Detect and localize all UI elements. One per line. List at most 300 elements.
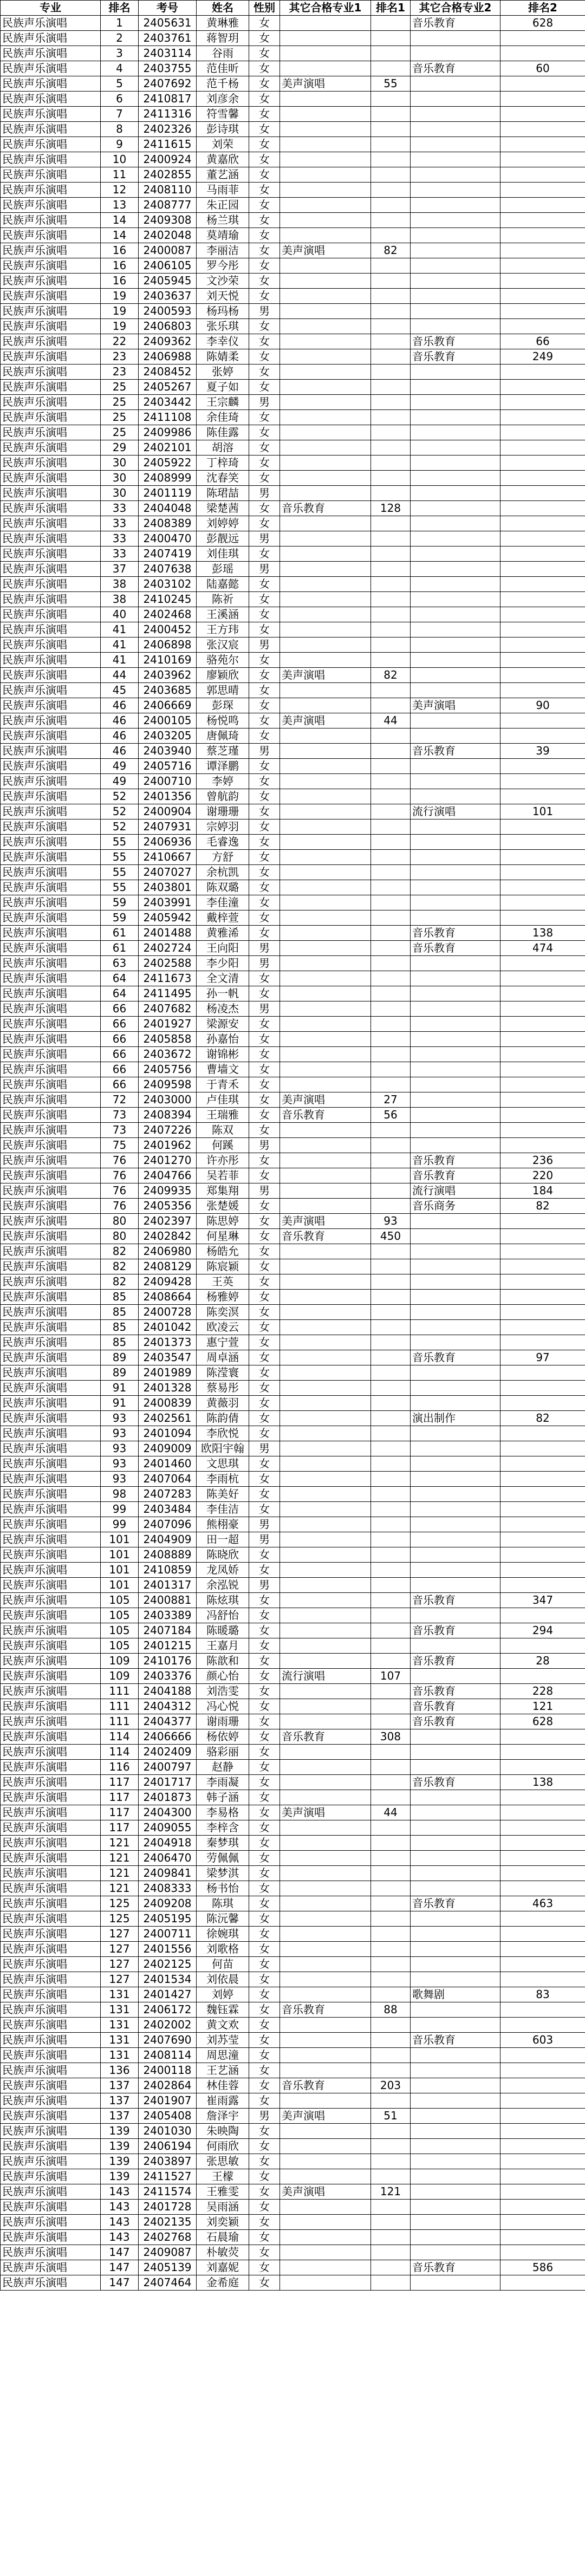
exam-no-cell: 2403205 (139, 728, 197, 744)
exam-no-cell: 2411108 (139, 410, 197, 425)
gender-cell: 女 (249, 1335, 280, 1350)
gender-cell: 女 (249, 2169, 280, 2184)
other-major-1-cell (280, 319, 371, 334)
name-cell: 骆苑尔 (197, 653, 249, 668)
major-cell: 民族声乐演唱 (1, 289, 101, 304)
table-row (1, 1365, 585, 1381)
other-major-2-cell: 音乐教育 (411, 334, 500, 349)
name-cell: 李婷 (197, 774, 249, 789)
exam-no-cell: 2403940 (139, 744, 197, 759)
rank-cell: 12 (101, 183, 139, 198)
other-major-1-cell (280, 1138, 371, 1153)
table-row (1, 137, 585, 152)
other-major-2-cell: 音乐教育 (411, 1714, 500, 1729)
name-cell: 陈佳露 (197, 425, 249, 440)
other-major-1-cell (280, 1927, 371, 1942)
exam-no-cell: 2401989 (139, 1365, 197, 1381)
other-major-1-cell (280, 1942, 371, 1957)
major-cell: 民族声乐演唱 (1, 622, 101, 638)
exam-no-cell: 2407027 (139, 865, 197, 880)
gender-cell: 女 (249, 2184, 280, 2200)
major-cell: 民族声乐演唱 (1, 1714, 101, 1729)
table-row (1, 865, 585, 880)
rank-2-cell (500, 2109, 585, 2124)
other-major-1-cell (280, 1396, 371, 1411)
other-major-1-cell (280, 1896, 371, 1911)
name-cell: 赵静 (197, 1760, 249, 1775)
rank-1-cell (371, 1638, 411, 1654)
other-major-2-cell (411, 1487, 500, 1502)
name-cell: 欧阳宇翰 (197, 1441, 249, 1456)
rank-2-cell: 28 (500, 1654, 585, 1669)
exam-no-cell: 2402768 (139, 2230, 197, 2245)
rank-1-cell (371, 1456, 411, 1472)
table-row (1, 1881, 585, 1896)
other-major-1-cell (280, 61, 371, 76)
rank-1-cell (371, 289, 411, 304)
major-cell: 民族声乐演唱 (1, 2139, 101, 2154)
rank-1-cell: 450 (371, 1229, 411, 1244)
rank-2-cell (500, 122, 585, 137)
exam-no-cell: 2410245 (139, 592, 197, 607)
gender-cell: 女 (249, 774, 280, 789)
other-major-1-cell (280, 1563, 371, 1578)
rank-1-cell (371, 349, 411, 365)
table-row (1, 1684, 585, 1699)
rank-2-cell (500, 167, 585, 183)
major-cell: 民族声乐演唱 (1, 910, 101, 926)
rank-2-cell (500, 1881, 585, 1896)
other-major-1-cell (280, 865, 371, 880)
exam-no-cell: 2401717 (139, 1775, 197, 1790)
other-major-2-cell (411, 683, 500, 698)
rank-cell: 98 (101, 1487, 139, 1502)
gender-cell: 女 (249, 2230, 280, 2245)
exam-no-cell: 2401215 (139, 1638, 197, 1654)
rank-2-cell (500, 1638, 585, 1654)
exam-no-cell: 2401460 (139, 1456, 197, 1472)
major-cell: 民族声乐演唱 (1, 1335, 101, 1350)
rank-2-cell (500, 1805, 585, 1820)
rank-2-cell (500, 1365, 585, 1381)
table-row (1, 1820, 585, 1836)
rank-1-cell (371, 107, 411, 122)
major-cell: 民族声乐演唱 (1, 1441, 101, 1456)
table-row (1, 1108, 585, 1123)
rank-1-cell (371, 2018, 411, 2033)
name-cell: 骆彩丽 (197, 1745, 249, 1760)
exam-no-cell: 2407419 (139, 547, 197, 562)
gender-cell: 男 (249, 1441, 280, 1456)
rank-1-cell (371, 1047, 411, 1062)
rank-2-cell (500, 1487, 585, 1502)
major-cell: 民族声乐演唱 (1, 213, 101, 228)
other-major-2-cell (411, 471, 500, 486)
other-major-1-cell (280, 1911, 371, 1927)
rank-cell: 137 (101, 2078, 139, 2093)
rank-1-cell (371, 410, 411, 425)
other-major-2-cell (411, 1851, 500, 1866)
rank-1-cell: 82 (371, 668, 411, 683)
table-row (1, 789, 585, 804)
gender-cell: 女 (249, 607, 280, 622)
exam-no-cell: 2408110 (139, 183, 197, 198)
major-cell: 民族声乐演唱 (1, 1472, 101, 1487)
major-cell: 民族声乐演唱 (1, 819, 101, 835)
other-major-1-cell (280, 941, 371, 956)
major-cell: 民族声乐演唱 (1, 1896, 101, 1911)
rank-1-cell (371, 592, 411, 607)
name-cell: 王檬 (197, 2169, 249, 2184)
rank-1-cell (371, 61, 411, 76)
gender-cell: 女 (249, 1305, 280, 1320)
rank-1-cell (371, 547, 411, 562)
name-cell: 刘歌格 (197, 1942, 249, 1957)
rank-1-cell (371, 819, 411, 835)
rank-2-cell (500, 1608, 585, 1623)
gender-cell: 女 (249, 92, 280, 107)
major-cell: 民族声乐演唱 (1, 1426, 101, 1441)
rank-2-cell (500, 1320, 585, 1335)
rank-2-cell (500, 865, 585, 880)
gender-cell: 女 (249, 577, 280, 592)
major-cell: 民族声乐演唱 (1, 1942, 101, 1957)
other-major-2-cell (411, 1608, 500, 1623)
rank-2-cell (500, 2275, 585, 2291)
rank-cell: 2 (101, 31, 139, 46)
gender-cell: 女 (249, 1547, 280, 1563)
exam-no-cell: 2400797 (139, 1760, 197, 1775)
name-cell: 谷雨 (197, 46, 249, 61)
other-major-1-cell (280, 471, 371, 486)
rank-2-cell (500, 501, 585, 516)
gender-cell: 女 (249, 1972, 280, 1987)
table-row (1, 228, 585, 243)
exam-no-cell: 2409009 (139, 1441, 197, 1456)
other-major-1-cell (280, 31, 371, 46)
other-major-1-cell (280, 183, 371, 198)
rank-1-cell (371, 2260, 411, 2275)
major-cell: 民族声乐演唱 (1, 486, 101, 501)
major-cell: 民族声乐演唱 (1, 1623, 101, 1638)
gender-cell: 女 (249, 592, 280, 607)
gender-cell: 女 (249, 1608, 280, 1623)
rank-cell: 99 (101, 1502, 139, 1517)
gender-cell: 男 (249, 304, 280, 319)
other-major-1-cell (280, 1426, 371, 1441)
table-row (1, 456, 585, 471)
other-major-1-cell (280, 274, 371, 289)
rank-1-cell: 27 (371, 1092, 411, 1108)
gender-cell: 女 (249, 122, 280, 137)
rank-cell: 80 (101, 1229, 139, 1244)
other-major-1-cell (280, 1441, 371, 1456)
table-row (1, 1745, 585, 1760)
exam-no-cell: 2400881 (139, 1593, 197, 1608)
gender-cell: 女 (249, 653, 280, 668)
table-row (1, 1911, 585, 1927)
exam-no-cell: 2402397 (139, 1214, 197, 1229)
major-cell: 民族声乐演唱 (1, 1669, 101, 1684)
table-row (1, 1062, 585, 1077)
gender-cell: 女 (249, 1229, 280, 1244)
other-major-2-cell (411, 1881, 500, 1896)
name-cell: 方舒 (197, 850, 249, 865)
rank-1-cell (371, 2063, 411, 2078)
rank-1-cell (371, 1775, 411, 1790)
rank-cell: 46 (101, 744, 139, 759)
rank-1-cell (371, 1851, 411, 1866)
exam-no-cell: 2400924 (139, 152, 197, 167)
other-major-1-cell (280, 971, 371, 986)
exam-no-cell: 2407226 (139, 1123, 197, 1138)
exam-no-cell: 2403547 (139, 1350, 197, 1365)
major-cell: 民族声乐演唱 (1, 1729, 101, 1745)
exam-no-cell: 2402409 (139, 1745, 197, 1760)
exam-no-cell: 2401962 (139, 1138, 197, 1153)
name-cell: 谭泽鹏 (197, 759, 249, 774)
rank-cell: 64 (101, 986, 139, 1001)
rank-1-cell (371, 880, 411, 895)
major-cell: 民族声乐演唱 (1, 759, 101, 774)
rank-cell: 131 (101, 1987, 139, 2002)
table-row (1, 1942, 585, 1957)
rank-2-cell (500, 2002, 585, 2018)
rank-2-cell: 347 (500, 1593, 585, 1608)
rank-2-cell (500, 1381, 585, 1396)
rank-1-cell (371, 1623, 411, 1638)
major-cell: 民族声乐演唱 (1, 2078, 101, 2093)
rank-1-cell (371, 2245, 411, 2260)
rank-1-cell (371, 2230, 411, 2245)
name-cell: 周思潼 (197, 2048, 249, 2063)
gender-cell: 女 (249, 1108, 280, 1123)
rank-cell: 93 (101, 1472, 139, 1487)
gender-cell: 女 (249, 1957, 280, 1972)
major-cell: 民族声乐演唱 (1, 1244, 101, 1259)
rank-2-cell (500, 592, 585, 607)
major-cell: 民族声乐演唱 (1, 1108, 101, 1123)
other-major-2-cell (411, 2275, 500, 2291)
other-major-2-cell (411, 986, 500, 1001)
other-major-1-cell (280, 334, 371, 349)
rank-cell: 99 (101, 1517, 139, 1532)
rank-1-cell (371, 319, 411, 334)
gender-cell: 女 (249, 1487, 280, 1502)
rank-2-cell (500, 198, 585, 213)
table-row (1, 577, 585, 592)
other-major-1-cell (280, 1790, 371, 1805)
rank-cell: 64 (101, 971, 139, 986)
other-major-1-cell (280, 1760, 371, 1775)
major-cell: 民族声乐演唱 (1, 471, 101, 486)
exam-no-cell: 2407638 (139, 562, 197, 577)
exam-no-cell: 2401094 (139, 1426, 197, 1441)
rank-cell: 73 (101, 1123, 139, 1138)
exam-no-cell: 2403102 (139, 577, 197, 592)
rank-1-cell (371, 198, 411, 213)
other-major-1-cell (280, 683, 371, 698)
name-cell: 杨皓允 (197, 1244, 249, 1259)
gender-cell: 女 (249, 865, 280, 880)
gender-cell: 女 (249, 1123, 280, 1138)
name-cell: 余杭凯 (197, 865, 249, 880)
major-cell: 民族声乐演唱 (1, 1745, 101, 1760)
gender-cell: 女 (249, 2139, 280, 2154)
other-major-2-cell (411, 2139, 500, 2154)
other-major-1-cell (280, 1608, 371, 1623)
other-major-1-cell (280, 1047, 371, 1062)
name-cell: 陈婧柔 (197, 349, 249, 365)
header-gender: 性别 (249, 1, 280, 16)
other-major-2-cell (411, 213, 500, 228)
rank-1-cell (371, 1138, 411, 1153)
gender-cell: 女 (249, 895, 280, 910)
rank-1-cell: 82 (371, 243, 411, 258)
header-other-major-1: 其它合格专业1 (280, 1, 371, 16)
rank-1-cell (371, 440, 411, 456)
other-major-2-cell (411, 2245, 500, 2260)
exam-no-cell: 2403484 (139, 1502, 197, 1517)
major-cell: 民族声乐演唱 (1, 804, 101, 819)
rank-cell: 38 (101, 577, 139, 592)
header-rank-1: 排名1 (371, 1, 411, 16)
gender-cell: 女 (249, 61, 280, 76)
name-cell: 罗今彤 (197, 258, 249, 274)
name-cell: 王嘉月 (197, 1638, 249, 1654)
major-cell: 民族声乐演唱 (1, 1957, 101, 1972)
other-major-1-cell (280, 638, 371, 653)
major-cell: 民族声乐演唱 (1, 76, 101, 92)
rank-cell: 66 (101, 1001, 139, 1017)
name-cell: 余泓锐 (197, 1578, 249, 1593)
name-cell: 刘彦余 (197, 92, 249, 107)
name-cell: 毛睿逸 (197, 835, 249, 850)
header-exam-no: 考号 (139, 1, 197, 16)
table-row (1, 1896, 585, 1911)
rank-2-cell (500, 774, 585, 789)
rank-2-cell (500, 365, 585, 380)
other-major-1-cell (280, 531, 371, 547)
gender-cell: 女 (249, 243, 280, 258)
table-row (1, 198, 585, 213)
name-cell: 张汉宸 (197, 638, 249, 653)
rank-cell: 139 (101, 2154, 139, 2169)
major-cell: 民族声乐演唱 (1, 349, 101, 365)
exam-no-cell: 2406666 (139, 1729, 197, 1745)
other-major-2-cell (411, 1502, 500, 1517)
table-row (1, 759, 585, 774)
table-row (1, 956, 585, 971)
other-major-2-cell (411, 713, 500, 728)
other-major-2-cell (411, 1017, 500, 1032)
rank-cell: 137 (101, 2109, 139, 2124)
rank-cell: 89 (101, 1350, 139, 1365)
rank-2-cell (500, 456, 585, 471)
major-cell: 民族声乐演唱 (1, 1365, 101, 1381)
rank-cell: 101 (101, 1532, 139, 1547)
other-major-1-cell (280, 1881, 371, 1896)
name-cell: 文思琪 (197, 1456, 249, 1472)
other-major-1-cell (280, 622, 371, 638)
rank-cell: 44 (101, 668, 139, 683)
rank-2-cell: 90 (500, 698, 585, 713)
table-row (1, 744, 585, 759)
rank-1-cell (371, 2093, 411, 2109)
gender-cell: 女 (249, 440, 280, 456)
rank-cell: 55 (101, 865, 139, 880)
rank-cell: 23 (101, 349, 139, 365)
rank-2-cell (500, 183, 585, 198)
other-major-2-cell (411, 395, 500, 410)
other-major-1-cell (280, 607, 371, 622)
gender-cell: 女 (249, 516, 280, 531)
exam-no-cell: 2408394 (139, 1108, 197, 1123)
rank-cell: 131 (101, 2002, 139, 2018)
other-major-1-cell: 美声演唱 (280, 1214, 371, 1229)
rank-1-cell (371, 1396, 411, 1411)
table-row (1, 1836, 585, 1851)
name-cell: 陈暖璐 (197, 1623, 249, 1638)
major-cell: 民族声乐演唱 (1, 2230, 101, 2245)
other-major-2-cell: 音乐教育 (411, 1684, 500, 1699)
other-major-1-cell (280, 1820, 371, 1836)
name-cell: 黄嘉欣 (197, 152, 249, 167)
other-major-1-cell (280, 1502, 371, 1517)
other-major-2-cell (411, 1456, 500, 1472)
rank-cell: 66 (101, 1077, 139, 1092)
rank-cell: 131 (101, 2033, 139, 2048)
exam-no-cell: 2405942 (139, 910, 197, 926)
other-major-2-cell (411, 1077, 500, 1092)
rank-1-cell (371, 2169, 411, 2184)
major-cell: 民族声乐演唱 (1, 728, 101, 744)
other-major-2-cell (411, 728, 500, 744)
rank-2-cell: 586 (500, 2260, 585, 2275)
gender-cell: 女 (249, 2200, 280, 2215)
other-major-2-cell (411, 1047, 500, 1062)
rank-2-cell (500, 243, 585, 258)
rank-cell: 82 (101, 1274, 139, 1290)
other-major-2-cell (411, 1957, 500, 1972)
exam-no-cell: 2407464 (139, 2275, 197, 2291)
other-major-1-cell: 美声演唱 (280, 1092, 371, 1108)
other-major-2-cell (411, 122, 500, 137)
rank-2-cell: 83 (500, 1987, 585, 2002)
rank-1-cell (371, 213, 411, 228)
rank-cell: 33 (101, 547, 139, 562)
rank-2-cell (500, 531, 585, 547)
exam-no-cell: 2401328 (139, 1381, 197, 1396)
other-major-2-cell (411, 577, 500, 592)
rank-1-cell (371, 380, 411, 395)
exam-no-cell: 2407692 (139, 76, 197, 92)
table-row (1, 425, 585, 440)
other-major-2-cell: 音乐教育 (411, 16, 500, 31)
other-major-2-cell (411, 456, 500, 471)
exam-no-cell: 2411615 (139, 137, 197, 152)
other-major-1-cell (280, 380, 371, 395)
table-row (1, 1183, 585, 1199)
name-cell: 谢珊珊 (197, 804, 249, 819)
table-row (1, 1563, 585, 1578)
rank-cell: 59 (101, 895, 139, 910)
exam-no-cell: 2402842 (139, 1229, 197, 1244)
rank-2-cell (500, 1032, 585, 1047)
name-cell: 王方玮 (197, 622, 249, 638)
rank-2-cell (500, 1957, 585, 1972)
major-cell: 民族声乐演唱 (1, 2215, 101, 2230)
